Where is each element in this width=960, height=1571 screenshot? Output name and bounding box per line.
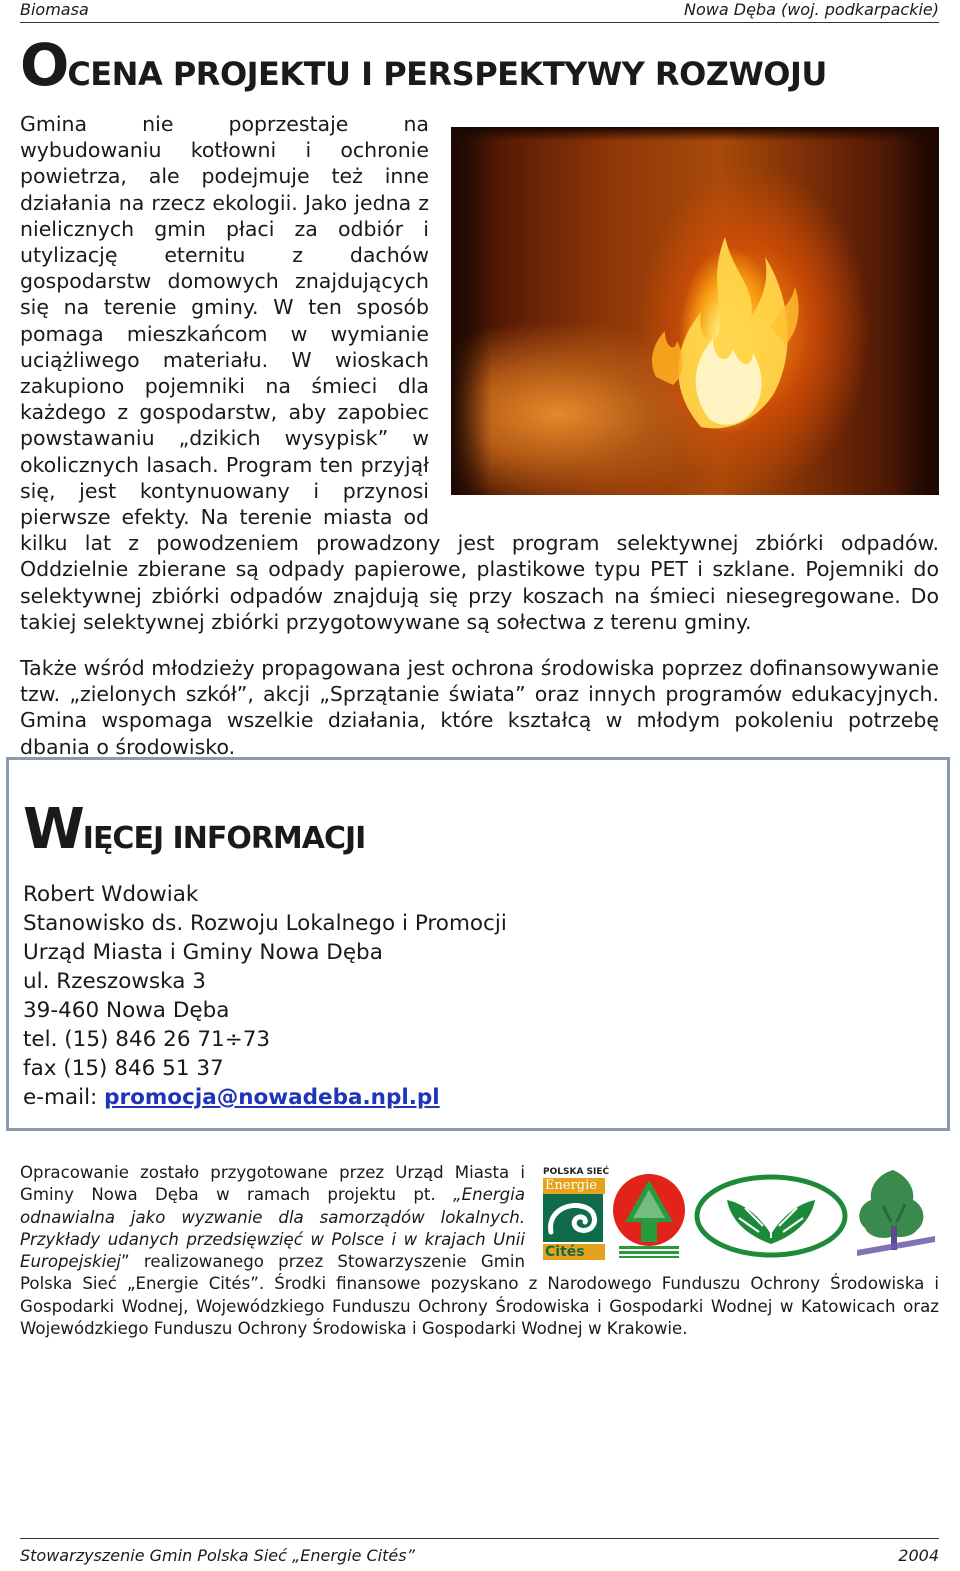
contact-street: ul. Rzeszowska 3	[23, 969, 206, 994]
footer-year: 2004	[898, 1546, 939, 1565]
tree-logo	[853, 1166, 939, 1258]
furnace-fire-photo	[451, 127, 939, 495]
contact-details	[23, 880, 507, 1112]
email-label: e-mail:	[23, 1085, 105, 1110]
footer-organization: Stowarzyszenie Gmin Polska Sieć „Energie Cités”	[20, 1546, 415, 1565]
flame-icon	[451, 127, 939, 495]
contact-position: Stanowisko ds. Rozwoju Lokalnego i Promocji	[23, 911, 507, 936]
contact-phone: tel. (15) 846 26 71÷73	[23, 1027, 271, 1052]
email-link[interactable]: promocja@nowadeba.npl.pl	[104, 1085, 440, 1110]
contact-email-line	[23, 1083, 507, 1112]
sponsor-logos	[543, 1166, 939, 1261]
energie-cites-logo: POLSKA SIEĆ Energie Cités	[543, 1167, 610, 1261]
section-body	[20, 111, 939, 760]
page-header	[20, 0, 939, 23]
leaves-oval-logo	[693, 1174, 849, 1258]
section-title-rest: CENA PROJEKTU I PERSPEKTYWY ROZWOJU	[67, 55, 827, 93]
swirl-icon	[543, 1194, 603, 1242]
header-location-label: Nowa Dęba (woj. podkarpackie)	[684, 0, 939, 19]
contact-fax: fax (15) 846 51 37	[23, 1056, 224, 1081]
paragraph-ecology: Gmina nie poprzestaje na wybudowaniu kotłowni i ochronie powietrza, ale podejmuje też inne działania na rzecz ekologii. Jako jedna z nielicznych gmin płaci za odbiór i utylizację eternitu z dachów gospodarstw domowych znajdujących się na terenie gminy. W ten sposób pomaga mieszkańcom w wymianie uciążliwego materiału. W wioskach zakupiono pojemniki na śmieci dla każdego z gospodarstw, aby zapobiec powstawaniu „dzikich wysypisk” w okolicznych lasach. Program ten przyjął się, jest kontynuowany i przynosi pierwsze efekty. Na terenie miasta od kilku lat z powodzeniem prowadzony jest program selektywnej zbiórki odpadów. Oddzielnie zbierane są odpady papierowe, plastikowe typu PET i szklane. Pojemniki do selektywnej zbiórki odpadów znajdują się przy koszach na śmieci niesegregowane. Do takiej selektywnej zbiórki przygotowywane są sołectwa z terenu gminy.	[20, 112, 939, 634]
credit-note	[20, 1162, 939, 1340]
credit-text-start: Opracowanie zostało przygotowane przez Urząd Miasta i Gminy Nowa Dęba w ramach projektu pt.	[20, 1163, 525, 1205]
section-title-initial: O	[20, 31, 68, 99]
credit-text-end: ” realizowanego przez Stowarzyszenie Gmin Polska Sieć „Energie Cités”. Środki finansowe pozyskano z Narodowego Funduszu Ochrony Środowiska i Gospodarki Wodnej, Wojewódzkiego Funduszu Ochrony Środowiska i Gospodarki Wodnej w Katowicach oraz Wojewódzkiego Funduszu Ochrony Środowiska i Gospodarki Wodnej w Krakowie.	[20, 1252, 939, 1339]
header-section-label: Biomasa	[20, 0, 89, 19]
page-footer	[20, 1538, 939, 1565]
contact-city: 39-460 Nowa Dęba	[23, 998, 230, 1023]
nfosigw-logo	[609, 1172, 689, 1258]
section-title	[20, 31, 827, 99]
info-title-rest: IĘCEJ INFORMACJI	[82, 821, 366, 856]
contact-name: Robert Wdowiak	[23, 882, 199, 907]
contact-office: Urząd Miasta i Gminy Nowa Dęba	[23, 940, 383, 965]
info-title-initial: W	[23, 797, 83, 862]
paragraph-youth: Także wśród młodzieży propagowana jest ochrona środowiska poprzez dofinansowywanie tzw. „zielonych szkół”, akcji „Sprzątanie świata” oraz innych programów edukacyjnych. Gmina wspomaga wszelkie działania, które kształcą w młodym pokoleniu potrzebę dbania o środowisko.	[20, 656, 939, 759]
more-info-box	[6, 757, 950, 1131]
info-title	[23, 797, 366, 862]
project-title: „Energia odnawialna jako wyzwanie dla samorządów lokalnych. Przykłady udanych przedsięwzięć w Polsce i w krajach Unii Europejskiej	[20, 1185, 525, 1272]
